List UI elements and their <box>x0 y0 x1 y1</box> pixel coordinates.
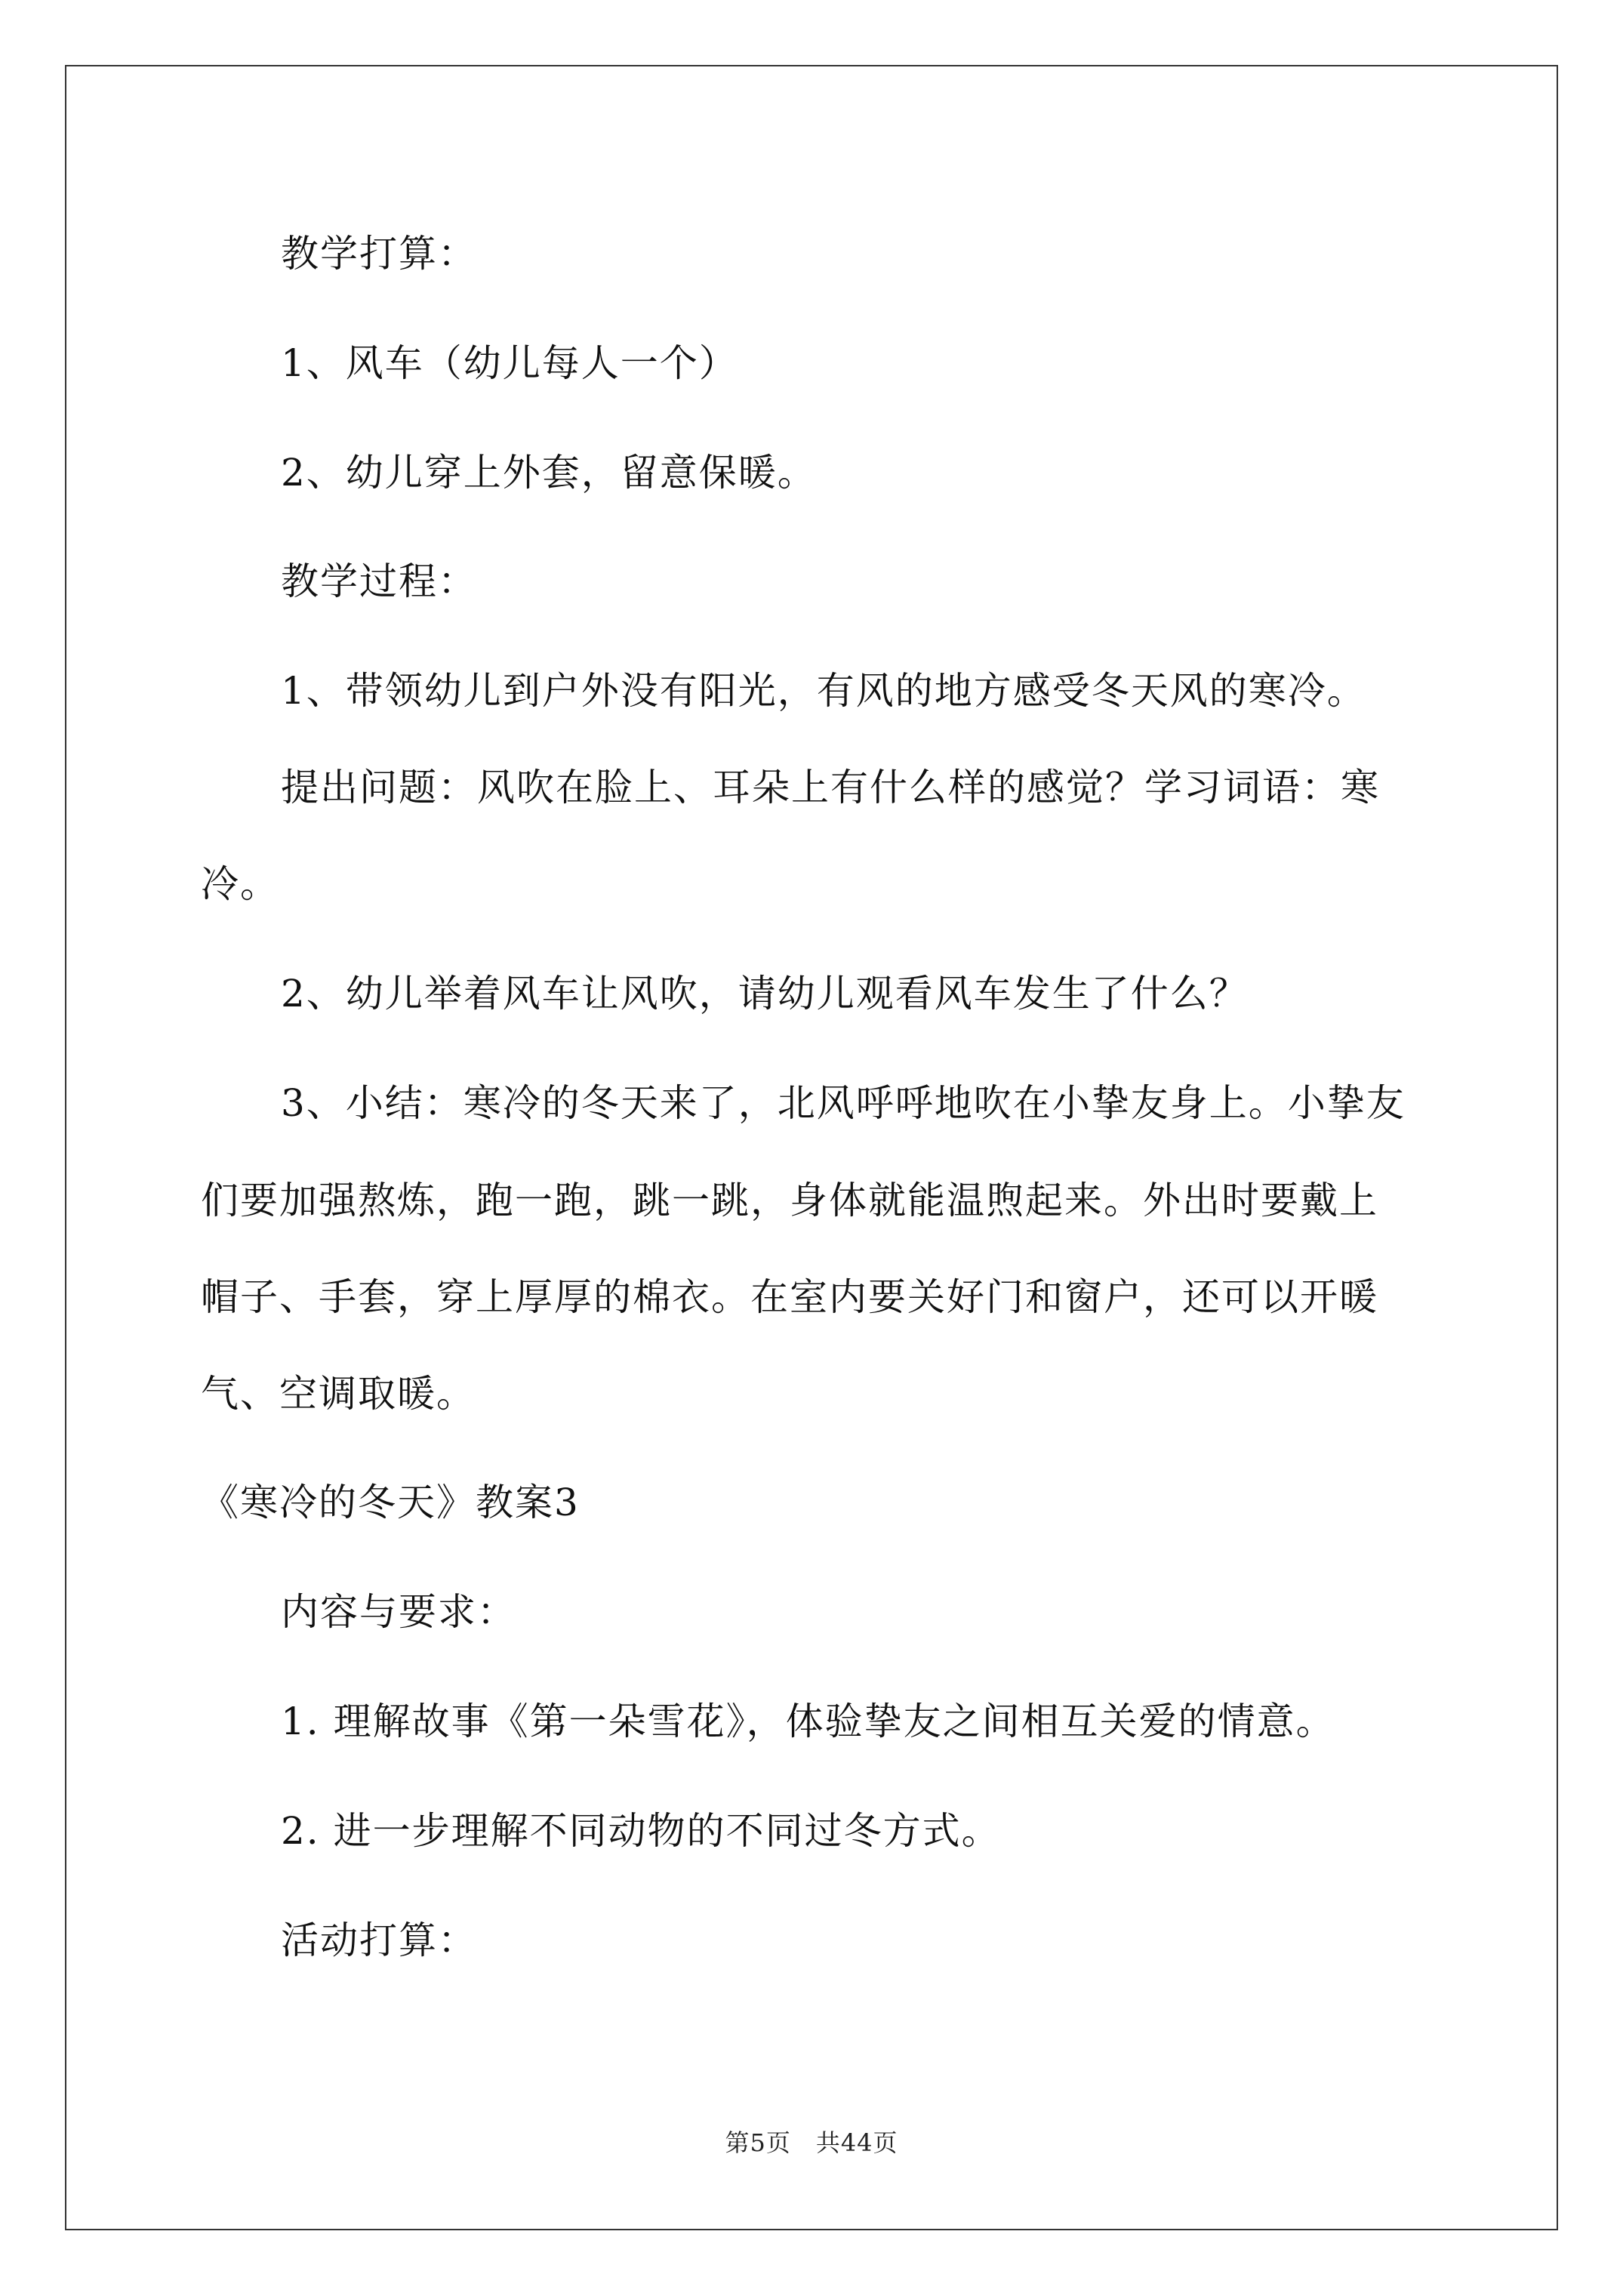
summary-line-3: 帽子、手套，穿上厚厚的棉衣。在室内要关好门和窗户，还可以开暖 <box>201 1275 1378 1319</box>
page-number: 第5页 共44页 <box>725 2128 898 2157</box>
question-line-2: 冷。 <box>201 862 279 906</box>
requirement-item-1: 1. 理解故事《第一朵雪花》，体验挚友之间相互关爱的情意。 <box>281 1700 1335 1743</box>
heading-teaching-process: 教学过程： <box>281 559 477 603</box>
question-line-1: 提出问题：风吹在脸上、耳朵上有什么样的感觉？学习词语：寒 <box>281 766 1380 809</box>
prep-item-2: 2、幼儿穿上外套，留意保暖。 <box>281 451 817 495</box>
summary-line-4: 气、空调取暖。 <box>201 1372 476 1416</box>
page-frame <box>65 65 1558 2230</box>
heading-content-requirements: 内容与要求： <box>281 1590 516 1634</box>
heading-teaching-prep: 教学打算： <box>281 232 477 276</box>
heading-activity-prep: 活动打算： <box>281 1918 477 1962</box>
lesson-plan-title: 《寒冷的冬天》教案3 <box>201 1481 580 1524</box>
summary-line-1: 3、小结：寒冷的冬天来了，北风呼呼地吹在小挚友身上。小挚友 <box>281 1081 1406 1125</box>
requirement-item-2: 2. 进一步理解不同动物的不同过冬方式。 <box>281 1809 1001 1853</box>
process-item-2: 2、幼儿举着风车让风吹，请幼儿观看风车发生了什么？ <box>281 972 1249 1015</box>
process-item-1: 1、带领幼儿到户外没有阳光，有风的地方感受冬天风的寒冷。 <box>281 669 1366 713</box>
summary-line-2: 们要加强熬炼，跑一跑，跳一跳，身体就能温煦起来。外出时要戴上 <box>201 1179 1378 1222</box>
prep-item-1: 1、风车（幼儿每人一个） <box>281 341 738 385</box>
